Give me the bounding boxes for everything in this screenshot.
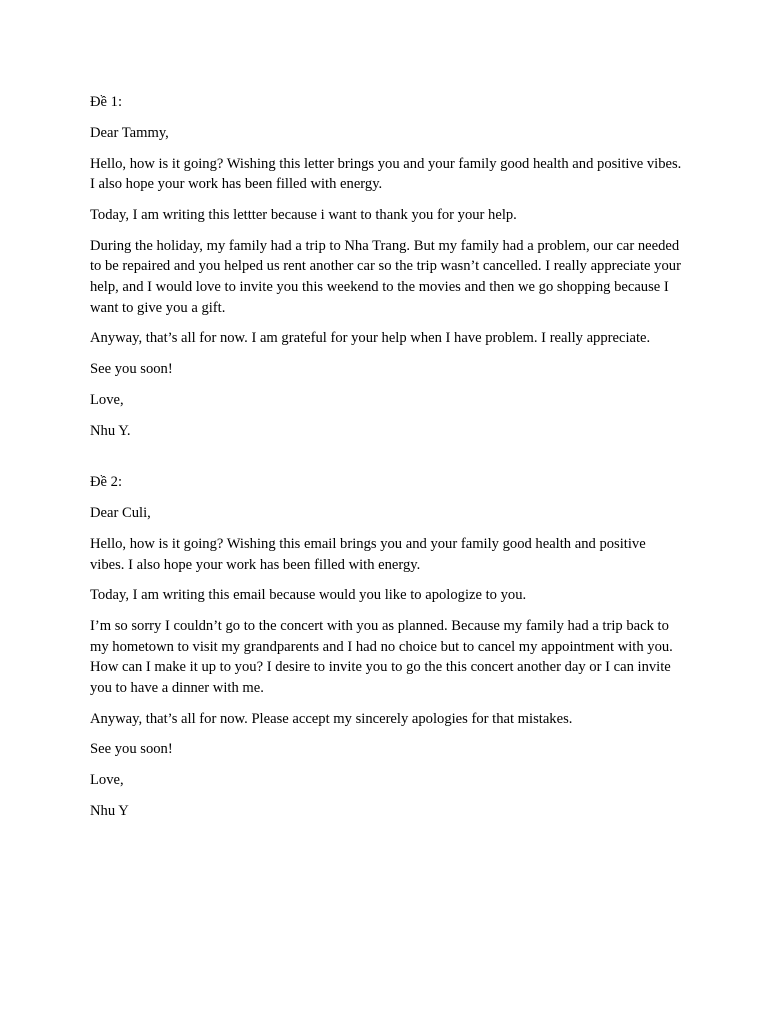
letter-paragraph: Today, I am writing this email because would you like to apologize to you. (90, 587, 527, 604)
letter-paragraph: Anyway, that’s all for now. I am grateful for your help when I have problem. I really appreciate. (90, 330, 651, 347)
letter-2 (90, 472, 682, 821)
letter-signature: Nhu Y. (90, 422, 131, 439)
letter-sign-off: Love, (90, 772, 124, 789)
letter-closing-line: See you soon! (90, 361, 173, 378)
letter-closing-line: See you soon! (90, 741, 173, 758)
letter-spacer (90, 451, 682, 472)
letter-paragraph: Today, I am writing this lettter because i want to thank you for your help. (90, 206, 517, 223)
letter-paragraph: I’m so sorry I couldn’t go to the concert with you as planned. Because my family had a trip back to my hometown to visit my grandparents and I had no choice but to cancel my appointment with you. How can I make it up to you? I desire to invite you to go the this concert another day or I can invite you to have a dinner with me. (90, 618, 673, 696)
letter-paragraph: Hello, how is it going? Wishing this letter brings you and your family good health and positive vibes. I also hope your work has been filled with energy. (90, 155, 682, 193)
letter-greeting: Dear Culi, (90, 505, 151, 522)
letter-greeting: Dear Tammy, (90, 124, 169, 141)
letter-paragraph: Hello, how is it going? Wishing this email brings you and your family good health and positive vibes. I also hope your work has been filled with energy. (90, 535, 646, 573)
letter-paragraph: During the holiday, my family had a trip to Nha Trang. But my family had a problem, our car needed to be repaired and you helped us rent another car so the trip wasn’t cancelled. I really appreciate your help, and I would love to invite you this weekend to the movies and then we go shopping because I want to give you a gift. (90, 237, 681, 316)
letter-heading: Đề 2: (90, 474, 123, 491)
letter-heading: Đề 1: (90, 94, 123, 110)
letter-paragraph: Anyway, that’s all for now. Please accept my sincerely apologies for that mistakes. (90, 710, 573, 727)
letter-signature: Nhu Y (90, 803, 129, 820)
letter-1 (90, 92, 682, 441)
document-body (90, 92, 682, 832)
letter-sign-off: Love, (90, 391, 124, 408)
